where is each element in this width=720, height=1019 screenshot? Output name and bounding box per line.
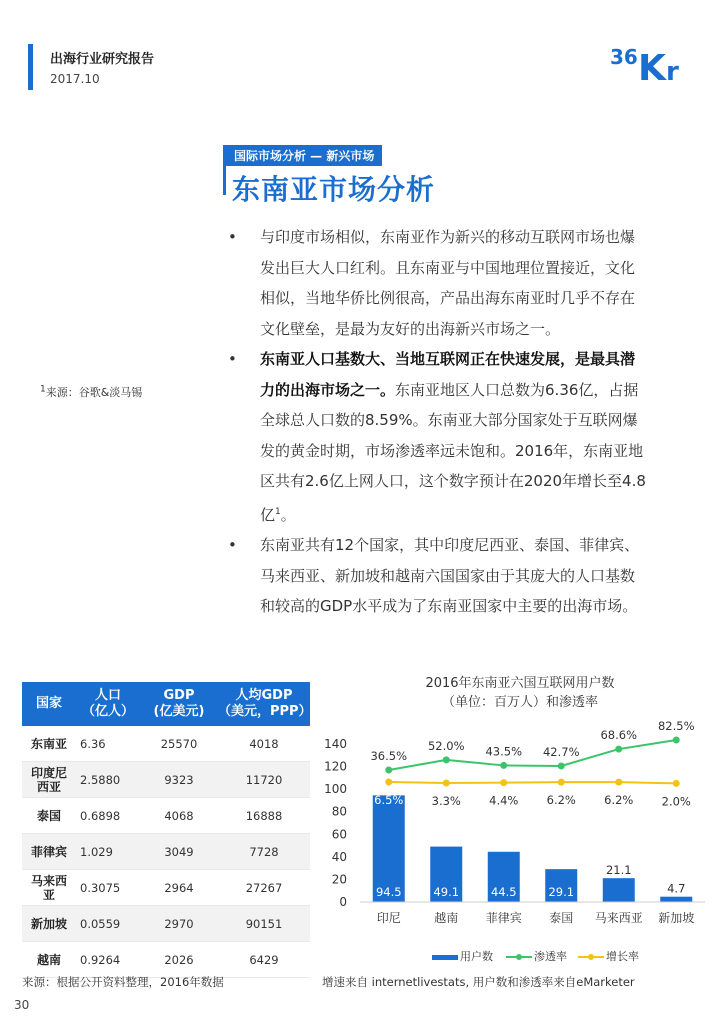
bar-value-label: 4.7 bbox=[667, 881, 686, 896]
bullet-item bbox=[228, 222, 648, 344]
bar-value-label: 94.5 bbox=[375, 885, 402, 899]
table-row bbox=[22, 834, 310, 870]
bullet-list bbox=[228, 222, 648, 622]
footnote-text: 来源：谷歌&淡马锡 bbox=[45, 386, 143, 399]
y-tick-label: 20 bbox=[331, 872, 347, 887]
brand-logo bbox=[610, 40, 690, 84]
cell-gdp-per-capita: 7728 bbox=[218, 834, 310, 870]
footnote-marker: 1 bbox=[40, 384, 46, 395]
bar-users bbox=[603, 878, 635, 902]
bullet-bold-text: 东南亚人口基数大、当地互联网正在快速发展，是最具潜力的出海市场之一。 bbox=[260, 350, 636, 399]
point-growth bbox=[558, 779, 565, 786]
cell-gdp: 3049 bbox=[140, 834, 218, 870]
x-tick-label: 印尼 bbox=[376, 911, 401, 925]
cell-gdp: 2964 bbox=[140, 870, 218, 906]
y-tick-label: 80 bbox=[331, 804, 347, 819]
point-penetration bbox=[558, 762, 565, 769]
table-source: 来源：根据公开资料整理，2016年数据 bbox=[22, 975, 224, 989]
growth-label: 6.2% bbox=[546, 793, 576, 808]
report-title: 出海行业研究报告 bbox=[50, 52, 155, 67]
cell-population: 0.6898 bbox=[76, 798, 140, 834]
cell-gdp-per-capita: 90151 bbox=[218, 906, 310, 942]
legend-label-penetration: 渗透率 bbox=[534, 950, 567, 963]
bullet-tail: 。 bbox=[280, 505, 296, 524]
x-tick-label: 新加坡 bbox=[658, 911, 695, 925]
growth-label: 4.4% bbox=[489, 793, 519, 808]
bar-value-label: 29.1 bbox=[548, 885, 575, 899]
legend-label-users: 用户数 bbox=[460, 950, 493, 963]
table-header-gdp: GDP (亿美元) bbox=[140, 682, 218, 726]
cell-gdp-per-capita: 6429 bbox=[218, 942, 310, 978]
bullet-text: 与印度市场相似，东南亚作为新兴的移动互联网市场也爆发出巨大人口红利。且东南亚与中国地理位置接近，文化相似，当地华侨比例很高，产品出海东南亚时几乎不存在文化壁垒，是最为友好的出海新兴市场之一。 bbox=[260, 228, 636, 338]
cell-country: 泰国 bbox=[22, 798, 76, 834]
header-accent-bar bbox=[28, 44, 33, 90]
table-row bbox=[22, 942, 310, 978]
cell-gdp: 9323 bbox=[140, 762, 218, 798]
page-title: 东南亚市场分析 bbox=[232, 173, 436, 206]
legend-swatch-users bbox=[432, 955, 458, 960]
cell-gdp-per-capita: 4018 bbox=[218, 726, 310, 762]
table-row bbox=[22, 906, 310, 942]
svg-text:K: K bbox=[638, 48, 666, 84]
cell-country: 越南 bbox=[22, 942, 76, 978]
y-tick-label: 0 bbox=[339, 895, 347, 909]
users-penetration-chart bbox=[320, 718, 710, 970]
cell-population: 2.5880 bbox=[76, 762, 140, 798]
cell-country: 马来西亚 bbox=[22, 870, 76, 906]
penetration-label: 42.7% bbox=[542, 744, 580, 759]
penetration-label: 52.0% bbox=[427, 738, 465, 753]
bullet-dot: • bbox=[228, 350, 237, 368]
cell-population: 0.9264 bbox=[76, 942, 140, 978]
point-penetration bbox=[443, 756, 450, 763]
bullet-dot: • bbox=[228, 536, 237, 554]
table-header-row bbox=[22, 682, 310, 726]
growth-label: 2.0% bbox=[661, 794, 691, 809]
y-tick-label: 140 bbox=[324, 737, 347, 751]
cell-population: 6.36 bbox=[76, 726, 140, 762]
chart-title bbox=[330, 674, 710, 712]
growth-label: 3.3% bbox=[431, 794, 461, 809]
x-tick-label: 泰国 bbox=[549, 911, 574, 925]
section-tag: 国际市场分析 — 新兴市场 bbox=[226, 145, 382, 166]
cell-population: 0.0559 bbox=[76, 906, 140, 942]
svg-text:r: r bbox=[666, 57, 679, 84]
bar-value-label: 49.1 bbox=[433, 885, 460, 899]
y-tick-label: 120 bbox=[324, 759, 347, 774]
cell-country: 印度尼西亚 bbox=[22, 762, 76, 798]
cell-gdp: 25570 bbox=[140, 726, 218, 762]
y-tick-label: 100 bbox=[324, 782, 347, 797]
y-tick-label: 40 bbox=[331, 849, 347, 864]
legend-marker-growth bbox=[588, 954, 594, 960]
point-penetration bbox=[673, 737, 680, 744]
cell-population: 0.3075 bbox=[76, 870, 140, 906]
table-row bbox=[22, 726, 310, 762]
report-date: 2017.10 bbox=[50, 72, 100, 86]
point-growth bbox=[673, 780, 680, 787]
chart-title-line-1: 2016年东南亚六国互联网用户数 bbox=[425, 676, 615, 691]
bar-value-label: 44.5 bbox=[490, 885, 517, 899]
cell-country: 菲律宾 bbox=[22, 834, 76, 870]
bullet-dot: • bbox=[228, 228, 237, 246]
footnote bbox=[40, 384, 142, 400]
growth-label: 6.5% bbox=[374, 793, 404, 808]
point-growth bbox=[500, 779, 507, 786]
y-tick-label: 60 bbox=[331, 827, 347, 842]
cell-gdp: 2970 bbox=[140, 906, 218, 942]
cell-gdp-per-capita: 27267 bbox=[218, 870, 310, 906]
bullet-item bbox=[228, 530, 648, 622]
table-header-gdp-per-capita: 人均GDP （美元，PPP） bbox=[218, 682, 310, 726]
legend-label-growth: 增长率 bbox=[606, 950, 639, 963]
cell-gdp-per-capita: 16888 bbox=[218, 798, 310, 834]
bullet-text: 东南亚地区人口总数为6.36亿，占据全球总人口数的8.59%。东南亚大部分国家处于互联网爆发的黄金时期，市场渗透率远未饱和。2016年，东南亚地区共有2.6亿上网人口，这个数字预计在2020年增长至4.8亿 bbox=[260, 380, 646, 524]
table-row bbox=[22, 870, 310, 906]
footnote-marker: 1 bbox=[275, 506, 281, 517]
cell-gdp: 2026 bbox=[140, 942, 218, 978]
point-growth bbox=[443, 780, 450, 787]
table-header-population: 人口 （亿人） bbox=[76, 682, 140, 726]
penetration-label: 82.5% bbox=[657, 719, 695, 733]
x-tick-label: 菲律宾 bbox=[485, 911, 522, 925]
cell-gdp: 4068 bbox=[140, 798, 218, 834]
x-tick-label: 越南 bbox=[434, 911, 459, 925]
chart-source: 增速来自 internetlivestats, 用户数和渗透率来自eMarketer bbox=[322, 975, 635, 989]
point-penetration bbox=[615, 746, 622, 753]
penetration-label: 36.5% bbox=[370, 749, 408, 763]
bullet-item bbox=[228, 344, 648, 530]
page-number: 30 bbox=[14, 998, 30, 1012]
point-growth bbox=[385, 779, 392, 786]
table-header-country: 国家 bbox=[22, 682, 76, 726]
cell-country: 新加坡 bbox=[22, 906, 76, 942]
x-tick-label: 马来西亚 bbox=[594, 911, 643, 925]
table-row bbox=[22, 762, 310, 798]
line-growth bbox=[389, 782, 677, 783]
point-penetration bbox=[385, 767, 392, 774]
growth-label: 6.2% bbox=[604, 793, 634, 808]
cell-country: 东南亚 bbox=[22, 726, 76, 762]
bullet-text: 东南亚共有12个国家，其中印度尼西亚、泰国、菲律宾、马来西亚、新加坡和越南六国国家由于其庞大的人口基数和较高的GDP水平成为了东南亚国家中主要的出海市场。 bbox=[260, 536, 640, 615]
legend-marker-penetration bbox=[516, 954, 522, 960]
table-row bbox=[22, 798, 310, 834]
chart-title-line-2: （单位：百万人）和渗透率 bbox=[441, 695, 598, 710]
point-growth bbox=[615, 779, 622, 786]
penetration-label: 68.6% bbox=[600, 728, 638, 743]
svg-text:36: 36 bbox=[610, 45, 638, 69]
point-penetration bbox=[500, 762, 507, 769]
penetration-label: 43.5% bbox=[485, 744, 523, 759]
bar-users bbox=[660, 897, 692, 902]
country-data-table bbox=[22, 682, 310, 978]
cell-population: 1.029 bbox=[76, 834, 140, 870]
bar-value-label: 21.1 bbox=[605, 863, 632, 878]
cell-gdp-per-capita: 11720 bbox=[218, 762, 310, 798]
